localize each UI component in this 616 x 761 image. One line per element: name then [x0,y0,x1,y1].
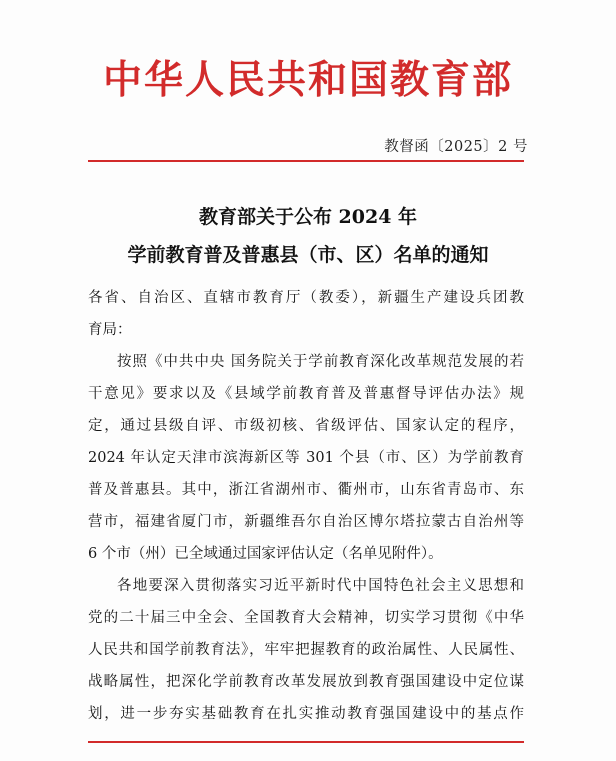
body-line: 干意见》要求以及《县域学前教育普及普惠督导评估办法》规 [88,386,524,402]
body-line: 6 个市（州）已全域通过国家评估认定（名单见附件）。 [88,546,443,562]
issuer-masthead: 中华人民共和国教育部 [102,57,513,103]
body-line: 育局： [88,322,132,338]
notice-title-line-2: 学前教育普及普惠县（市、区）名单的通知 [127,244,489,266]
body-line: 按照《中共中央 国务院关于学前教育深化改革规范发展的若 [117,354,524,370]
body-line: 普及普惠县。其中，浙江省湖州市、衢州市，山东省青岛市、东 [88,482,524,498]
body-line: 人民共和国学前教育法》，牢牢把握教育的政治属性、人民属性、 [88,642,524,658]
notice-title-line-1: 教育部关于公布 2024 年 [198,206,418,228]
body-line: 战略属性，把深化学前教育改革发展放到教育强国建设中定位谋 [88,674,524,690]
red-divider-bottom [88,741,524,743]
body-line: 定，通过县级自评、市级初核、省级评估、国家认定的程序， [88,418,524,434]
body-line: 各省、自治区、直辖市教育厅（教委），新疆生产建设兵团教 [88,290,524,306]
body-line: 各地要深入贯彻落实习近平新时代中国特色社会主义思想和 [117,578,524,594]
body-line: 党的二十届三中全会、全国教育大会精神，切实学习贯彻《中华 [88,610,524,626]
red-divider-top [88,160,524,162]
document-number: 教督函〔2025〕2 号 [384,139,528,155]
body-line: 2024 年认定天津市滨海新区等 301 个县（市、区）为学前教育 [88,450,524,466]
body-line: 划，进一步夯实基础教育在扎实推动教育强国建设中的基点作 [88,706,524,722]
body-line: 营市，福建省厦门市，新疆维吾尔自治区博尔塔拉蒙古自治州等 [88,514,524,530]
